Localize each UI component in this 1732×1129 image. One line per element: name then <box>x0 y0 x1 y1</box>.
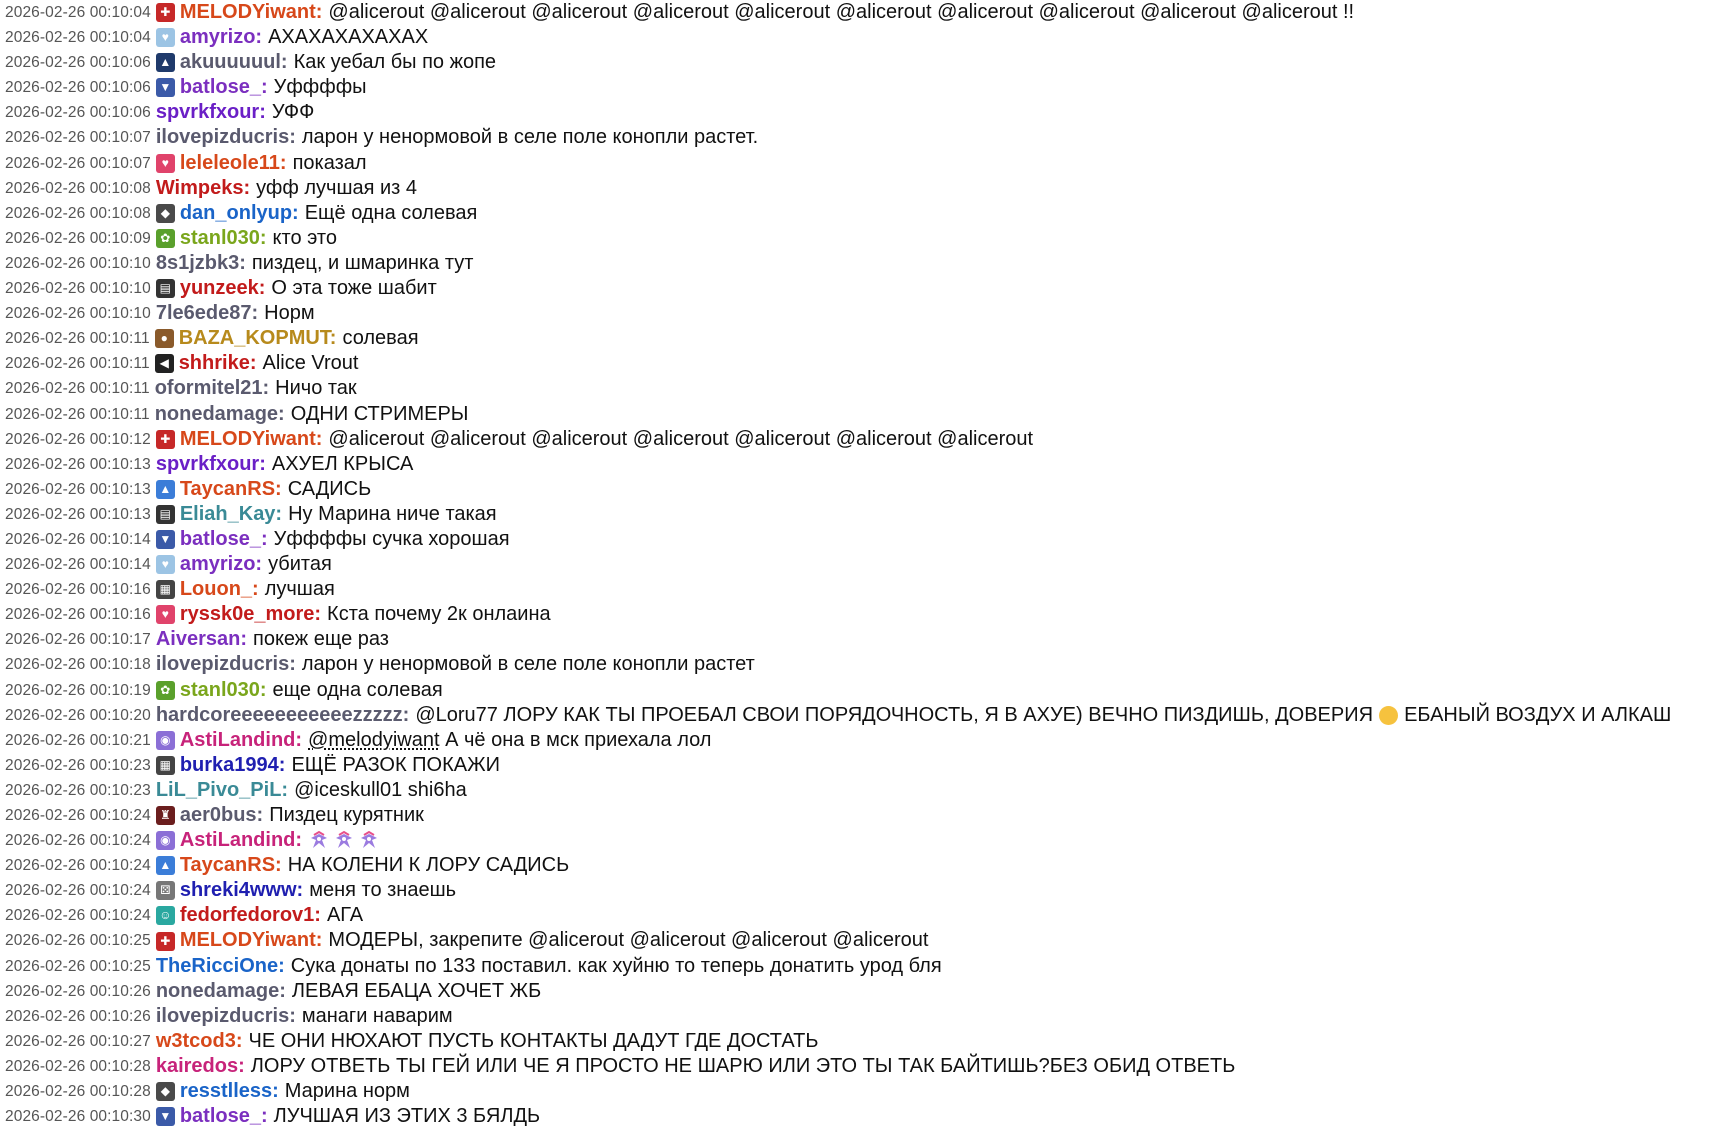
message-timestamp: 2026-02-26 00:10:28 <box>5 1083 151 1101</box>
message-text: Сука донаты по 133 поставил. как хуйню то теперь донатить урод бля <box>290 954 942 977</box>
message-timestamp: 2026-02-26 00:10:11 <box>5 405 150 423</box>
chat-message <box>5 1054 1732 1079</box>
message-timestamp: 2026-02-26 00:10:08 <box>5 204 151 222</box>
message-username[interactable]: oformitel21: <box>154 377 270 400</box>
message-username[interactable]: dan_onlyup: <box>179 201 299 224</box>
message-text: убитая <box>268 553 332 576</box>
message-timestamp: 2026-02-26 00:10:19 <box>5 681 151 699</box>
message-text: @iceskull01 shi6ha <box>294 778 467 801</box>
message-text: ЕЩЁ РАЗОК ПОКАЖИ <box>291 753 500 776</box>
message-text: УФФ <box>271 101 315 124</box>
flower-badge-icon: ✿ <box>156 681 175 700</box>
mountain-badge-icon: ▲ <box>156 53 175 72</box>
chat-message <box>5 803 1732 828</box>
message-timestamp: 2026-02-26 00:10:09 <box>5 229 151 247</box>
message-username[interactable]: MELODYiwant: <box>179 1 323 23</box>
message-username[interactable]: stanl030: <box>179 678 267 701</box>
message-text: Норм <box>264 302 315 325</box>
crest-badge-icon: ▼ <box>156 78 175 97</box>
message-text: меня то знаешь <box>309 879 457 902</box>
message-username[interactable]: ilovepizducris: <box>155 126 296 149</box>
chat-message <box>5 853 1732 878</box>
chat-message <box>5 452 1732 477</box>
message-username[interactable]: shhrike: <box>178 352 257 375</box>
smiley-emoji-icon <box>1379 706 1398 725</box>
glitch-badge-icon: ▦ <box>156 580 175 599</box>
chat-message <box>5 1104 1732 1129</box>
chat-message <box>5 251 1732 276</box>
message-timestamp: 2026-02-26 00:10:24 <box>5 907 151 925</box>
message-username[interactable]: ryssk0e_more: <box>179 603 322 626</box>
chat-message <box>5 627 1732 652</box>
hood-badge-icon: ▲ <box>156 480 175 499</box>
striped-badge-icon: ▤ <box>156 505 175 524</box>
chat-message <box>5 402 1732 427</box>
unicorn-emote-icon <box>308 830 330 852</box>
message-timestamp: 2026-02-26 00:10:24 <box>5 807 151 824</box>
speaker-badge-icon: ◀ <box>155 354 174 373</box>
chat-message <box>5 602 1732 627</box>
message-timestamp: 2026-02-26 00:10:14 <box>5 556 151 574</box>
message-username[interactable]: stanl030: <box>179 226 267 249</box>
helmet-badge-icon: ◆ <box>156 204 175 223</box>
message-timestamp: 2026-02-26 00:10:30 <box>5 1108 151 1126</box>
chat-message <box>5 75 1732 100</box>
message-username[interactable]: MELODYiwant: <box>179 929 323 952</box>
message-timestamp: 2026-02-26 00:10:04 <box>5 4 151 21</box>
message-text: показал <box>292 151 367 174</box>
message-text: @Loru77 ЛОРУ КАК ТЫ ПРОЕБАЛ СВОИ ПОРЯДОЧНОСТЬ, Я В АХУЕ) ВЕЧНО ПИЗДИШЬ, ДОВЕРИЯ <box>415 703 1374 726</box>
message-username[interactable]: Eliah_Kay: <box>179 502 283 525</box>
heart-badge-icon: ♥ <box>156 28 175 47</box>
message-username[interactable]: batlose_: <box>179 1105 268 1128</box>
message-text: ЧЕ ОНИ НЮХАЮТ ПУСТЬ КОНТАКТЫ ДАДУТ ГДЕ ДОСТАТЬ <box>248 1029 819 1052</box>
message-username[interactable]: Wimpeks: <box>155 176 251 199</box>
message-text: Alice Vrout <box>262 352 359 375</box>
message-mention[interactable]: @melodyiwant <box>308 728 440 751</box>
message-username[interactable]: BAZA_KOPMUT: <box>178 327 337 350</box>
hood-badge-icon: ▲ <box>156 856 175 875</box>
gem-heart-badge-icon: ♥ <box>156 605 175 624</box>
message-timestamp: 2026-02-26 00:10:16 <box>5 581 151 599</box>
message-username[interactable]: fedorfedorov1: <box>179 904 321 927</box>
figure-badge-icon: ♜ <box>156 806 175 825</box>
message-username[interactable]: akuuuuuul: <box>179 51 288 74</box>
message-timestamp: 2026-02-26 00:10:12 <box>5 430 151 448</box>
message-text: покеж еще раз <box>252 628 389 651</box>
message-text: еще одна солевая <box>272 678 443 701</box>
message-text: Уффффы сучка хорошая <box>273 527 510 550</box>
chat-message <box>5 0 1732 25</box>
message-username[interactable]: AstiLandind: <box>179 829 303 852</box>
chat-message <box>5 527 1732 552</box>
message-timestamp: 2026-02-26 00:10:20 <box>5 706 151 724</box>
gamepad-badge-icon: ◉ <box>156 831 175 850</box>
chat-message <box>5 502 1732 527</box>
chat-message <box>5 1004 1732 1029</box>
message-text: САДИСЬ <box>287 477 372 500</box>
message-username[interactable]: Louon_: <box>179 578 259 601</box>
message-text: Ничо так <box>275 377 357 400</box>
message-timestamp: 2026-02-26 00:10:28 <box>5 1057 151 1075</box>
chat-message <box>5 828 1732 853</box>
chat-message <box>5 276 1732 301</box>
message-text: АХАХАХАХАХАХ <box>268 26 429 49</box>
chat-message <box>5 301 1732 326</box>
chat-message <box>5 427 1732 452</box>
message-username[interactable]: leleleole11: <box>179 151 287 174</box>
message-text: манаги наварим <box>301 1004 453 1027</box>
message-username[interactable]: MELODYiwant: <box>179 427 323 450</box>
flower-badge-icon: ✿ <box>156 229 175 248</box>
chat-message <box>5 552 1732 577</box>
chat-log <box>5 0 1732 1129</box>
red-cross-badge-icon: ✚ <box>156 3 175 22</box>
message-timestamp: 2026-02-26 00:10:25 <box>5 957 151 975</box>
message-timestamp: 2026-02-26 00:10:13 <box>5 480 151 498</box>
chat-message <box>5 125 1732 150</box>
message-username[interactable]: batlose_: <box>179 76 268 99</box>
message-text: солевая <box>342 327 419 350</box>
message-username[interactable]: ilovepizducris: <box>155 1004 296 1027</box>
message-username[interactable]: burka1994: <box>179 753 286 776</box>
message-username[interactable]: AstiLandind: <box>179 728 303 751</box>
message-timestamp: 2026-02-26 00:10:24 <box>5 832 151 850</box>
message-username[interactable]: TaycanRS: <box>179 477 282 500</box>
message-timestamp: 2026-02-26 00:10:24 <box>5 882 151 900</box>
crest-badge-icon: ▼ <box>156 530 175 549</box>
message-text: @alicerout @alicerout @alicerout @alicerout @alicerout @alicerout @alicerout @alicerout @alicerout @alicerout !! <box>328 1 1355 23</box>
message-text: МОДЕРЫ, закрепите @alicerout @alicerout @alicerout @alicerout <box>328 929 929 952</box>
message-text: Кста почему 2к онлаина <box>327 603 551 626</box>
message-text: @alicerout @alicerout @alicerout @alicerout @alicerout @alicerout @alicerout <box>328 427 1034 450</box>
message-timestamp: 2026-02-26 00:10:06 <box>5 54 151 72</box>
message-text: О эта тоже шабит <box>271 277 437 300</box>
red-cross-badge-icon: ✚ <box>156 430 175 449</box>
message-username[interactable]: spvrkfxour: <box>155 452 266 475</box>
helmet-badge-icon: ◆ <box>156 1082 175 1101</box>
message-username[interactable]: 7le6ede87: <box>155 302 259 325</box>
message-timestamp: 2026-02-26 00:10:10 <box>5 254 151 272</box>
dice-badge-icon: ⚄ <box>156 881 175 900</box>
unicorn-emote-icon <box>358 830 380 852</box>
message-text-continued: ЕБАНЫЙ ВОЗДУХ И АЛКАШ <box>1404 703 1672 726</box>
chat-message <box>5 176 1732 201</box>
chat-message <box>5 778 1732 803</box>
message-username[interactable]: batlose_: <box>179 527 268 550</box>
chat-message <box>5 1029 1732 1054</box>
message-text: ларон у ненормовой в селе поле конопли растет <box>301 653 755 676</box>
message-username[interactable]: aer0bus: <box>179 804 264 826</box>
chat-message <box>5 903 1732 928</box>
message-text: уфф лучшая из 4 <box>256 176 418 199</box>
message-text: А чё она в мск приехала лол <box>445 728 712 751</box>
message-timestamp: 2026-02-26 00:10:08 <box>5 179 151 197</box>
message-text: Ещё одна солевая <box>304 201 478 224</box>
chat-message <box>5 577 1732 602</box>
gem-heart-badge-icon: ♥ <box>156 154 175 173</box>
message-username[interactable]: amyrizo: <box>179 26 263 49</box>
chat-message <box>5 226 1732 251</box>
chat-message <box>5 201 1732 226</box>
unicorn-emote-icon <box>333 830 355 852</box>
message-text: Уффффы <box>273 76 367 99</box>
message-username[interactable]: Aiversan: <box>155 628 247 651</box>
message-timestamp: 2026-02-26 00:10:14 <box>5 530 151 548</box>
message-text: кто это <box>272 226 337 249</box>
message-username[interactable]: nonedamage: <box>155 979 286 1002</box>
message-timestamp: 2026-02-26 00:10:10 <box>5 280 151 298</box>
message-timestamp: 2026-02-26 00:10:27 <box>5 1032 151 1050</box>
message-text: ЛУЧШАЯ ИЗ ЭТИХ 3 БЯЛДЬ <box>273 1105 541 1128</box>
chat-message <box>5 652 1732 677</box>
striped-badge-icon: ▤ <box>156 279 175 298</box>
message-username[interactable]: LiL_Pivo_PiL: <box>155 778 289 801</box>
message-username[interactable]: w3tcod3: <box>155 1029 243 1052</box>
message-timestamp: 2026-02-26 00:10:07 <box>5 129 151 147</box>
chat-message <box>5 351 1732 376</box>
message-timestamp: 2026-02-26 00:10:23 <box>5 781 151 799</box>
message-timestamp: 2026-02-26 00:10:25 <box>5 932 151 950</box>
message-timestamp: 2026-02-26 00:10:26 <box>5 982 151 1000</box>
message-text: ЛЕВАЯ ЕБАЦА ХОЧЕТ ЖБ <box>291 979 542 1002</box>
message-username[interactable]: yunzeek: <box>179 277 266 300</box>
message-timestamp: 2026-02-26 00:10:10 <box>5 305 151 323</box>
chat-message <box>5 1079 1732 1104</box>
message-timestamp: 2026-02-26 00:10:26 <box>5 1007 151 1025</box>
message-text: Ну Марина ниче такая <box>288 502 497 525</box>
chat-message <box>5 703 1732 728</box>
message-timestamp: 2026-02-26 00:10:11 <box>5 330 150 348</box>
message-username[interactable]: nonedamage: <box>154 402 285 425</box>
face-badge-icon: ☺ <box>156 906 175 925</box>
gamepad-badge-icon: ◉ <box>156 731 175 750</box>
message-timestamp: 2026-02-26 00:10:23 <box>5 756 151 774</box>
chat-message <box>5 954 1732 979</box>
message-text: ларон у ненормовой в селе поле конопли растет. <box>301 126 759 149</box>
message-timestamp: 2026-02-26 00:10:21 <box>5 731 151 749</box>
message-username[interactable]: 8s1jzbk3: <box>155 251 246 274</box>
message-timestamp: 2026-02-26 00:10:11 <box>5 355 150 373</box>
message-username[interactable]: TaycanRS: <box>179 854 282 877</box>
message-timestamp: 2026-02-26 00:10:18 <box>5 656 151 674</box>
message-username[interactable]: resstlless: <box>179 1080 279 1103</box>
chat-message <box>5 477 1732 502</box>
chat-message <box>5 100 1732 125</box>
message-text: лучшая <box>264 578 335 601</box>
message-username[interactable]: amyrizo: <box>179 553 263 576</box>
message-username[interactable]: ilovepizducris: <box>155 653 296 676</box>
message-timestamp: 2026-02-26 00:10:16 <box>5 606 151 624</box>
chat-message <box>5 50 1732 75</box>
crest-badge-icon: ▼ <box>156 1107 175 1126</box>
chat-message <box>5 928 1732 953</box>
message-text: Пиздец курятник <box>269 804 424 826</box>
chat-message <box>5 678 1732 703</box>
message-timestamp: 2026-02-26 00:10:17 <box>5 631 151 649</box>
chat-message <box>5 728 1732 753</box>
chat-message <box>5 326 1732 351</box>
chat-message <box>5 979 1732 1004</box>
message-timestamp: 2026-02-26 00:10:11 <box>5 380 150 398</box>
chat-message <box>5 753 1732 778</box>
glitch-badge-icon: ▦ <box>156 756 175 775</box>
message-username[interactable]: hardcoreeeeeeeeeeezzzzz: <box>155 703 410 726</box>
message-text: Марина норм <box>284 1080 410 1103</box>
message-text: ОДНИ СТРИМЕРЫ <box>290 402 469 425</box>
chat-message <box>5 376 1732 401</box>
chat-message <box>5 878 1732 903</box>
heart-badge-icon: ♥ <box>156 555 175 574</box>
chat-message <box>5 25 1732 50</box>
message-username[interactable]: spvrkfxour: <box>155 101 266 124</box>
red-cross-badge-icon: ✚ <box>156 932 175 951</box>
message-timestamp: 2026-02-26 00:10:07 <box>5 154 151 172</box>
message-timestamp: 2026-02-26 00:10:13 <box>5 505 151 523</box>
ball-badge-icon: ● <box>155 329 174 348</box>
message-text: АХУЕЛ КРЫСА <box>271 452 414 475</box>
message-timestamp: 2026-02-26 00:10:06 <box>5 79 151 97</box>
message-text: ЛОРУ ОТВЕТЬ ТЫ ГЕЙ ИЛИ ЧЕ Я ПРОСТО НЕ ШАРЮ ИЛИ ЭТО ТЫ ТАК БАЙТИШЬ?БЕЗ ОБИД ОТВЕТЬ <box>250 1054 1236 1077</box>
message-timestamp: 2026-02-26 00:10:04 <box>5 29 151 47</box>
message-username[interactable]: kairedos: <box>155 1054 245 1077</box>
message-text: НА КОЛЕНИ К ЛОРУ САДИСЬ <box>287 854 570 877</box>
message-text: пиздец, и шмаринка тут <box>251 251 474 274</box>
message-timestamp: 2026-02-26 00:10:13 <box>5 455 151 473</box>
message-text: Как уебал бы по жопе <box>293 51 497 74</box>
message-text: АГА <box>326 904 364 927</box>
message-username[interactable]: TheRicciOne: <box>155 954 285 977</box>
chat-message <box>5 151 1732 176</box>
message-timestamp: 2026-02-26 00:10:24 <box>5 857 151 875</box>
message-timestamp: 2026-02-26 00:10:06 <box>5 104 151 122</box>
message-username[interactable]: shreki4www: <box>179 879 304 902</box>
